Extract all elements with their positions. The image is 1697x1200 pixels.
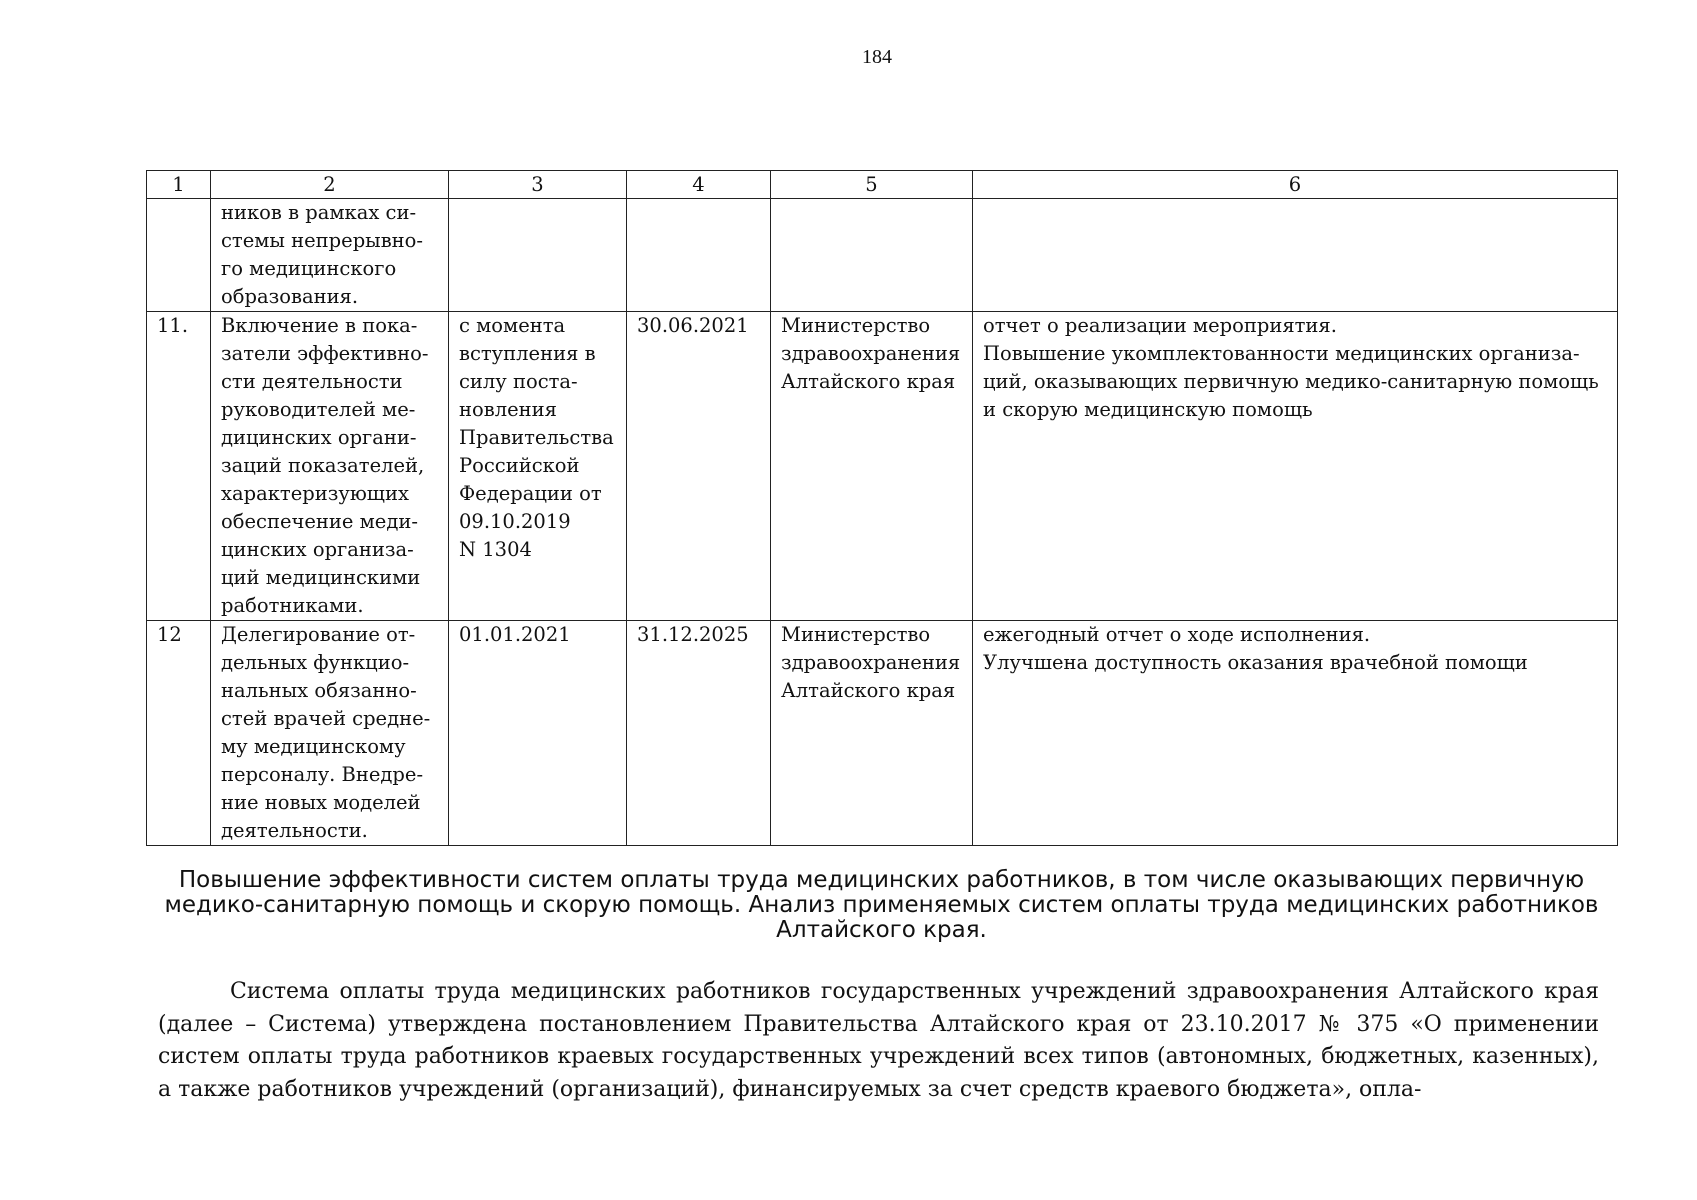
column-header-2: 2 [211,171,449,199]
result: отчет о реализации мероприятия. Повышение укомплектованности медицинских организа- ций, оказывающих первичную медико-санитарную помощь и скорую медицинскую помощь [973,312,1618,621]
column-header-4: 4 [627,171,771,199]
result [973,199,1618,312]
table-header-row [147,171,1618,199]
measure-name: ников в рамках си- стемы непрерывно- го медицинского образования. [211,199,449,312]
responsible: Министерство здравоохранения Алтайского края [771,312,973,621]
start-date: с момента вступления в силу поста- новления Правительства Российской Федерации от 09.10.2019 N 1304 [449,312,627,621]
section-heading: Повышение эффективности систем оплаты труда медицинских работников, в том числе оказывающих первичную медико-санитарную помощь и скорую помощь. Анализ применяемых систем оплаты труда медицинских работников Алтайского края. [164,867,1599,943]
column-header-1: 1 [147,171,211,199]
page-number: 184 [862,46,892,68]
measure-name: Включение в пока- затели эффективно- сти деятельности руководителей ме- дицинских органи- заций показателей, характеризующих обеспечение меди- цинских организа- ций медицинскими работниками. [211,312,449,621]
responsible: Министерство здравоохранения Алтайского края [771,621,973,846]
result: ежегодный отчет о ходе исполнения. Улучшена доступность оказания врачебной помощи [973,621,1618,846]
table-row [147,312,1618,621]
end-date: 30.06.2021 [627,312,771,621]
start-date [449,199,627,312]
column-header-6: 6 [973,171,1618,199]
column-header-5: 5 [771,171,973,199]
responsible [771,199,973,312]
end-date [627,199,771,312]
measure-name: Делегирование от- дельных функцио- нальных обязанно- стей врачей средне- му медицинскому персоналу. Внедре- ние новых моделей деятельности. [211,621,449,846]
end-date: 31.12.2025 [627,621,771,846]
row-number: 12 [147,621,211,846]
column-header-3: 3 [449,171,627,199]
row-number: 11. [147,312,211,621]
table-row [147,621,1618,846]
table-row [147,199,1618,312]
row-number [147,199,211,312]
start-date: 01.01.2021 [449,621,627,846]
measures-table [146,170,1618,846]
body-paragraph: Система оплаты труда медицинских работников государственных учреждений здравоохранения Алтайского края (далее – Система) утверждена постановлением Правительства Алтайского края от 23.10.2017 № 375 «О применении систем оплаты труда работников краевых государственных учреждений всех типов (автономных, бюджетных, казенных), а также работников учреждений (организаций), финансируемых за счет средств краевого бюджета», опла- [158,979,1599,1102]
